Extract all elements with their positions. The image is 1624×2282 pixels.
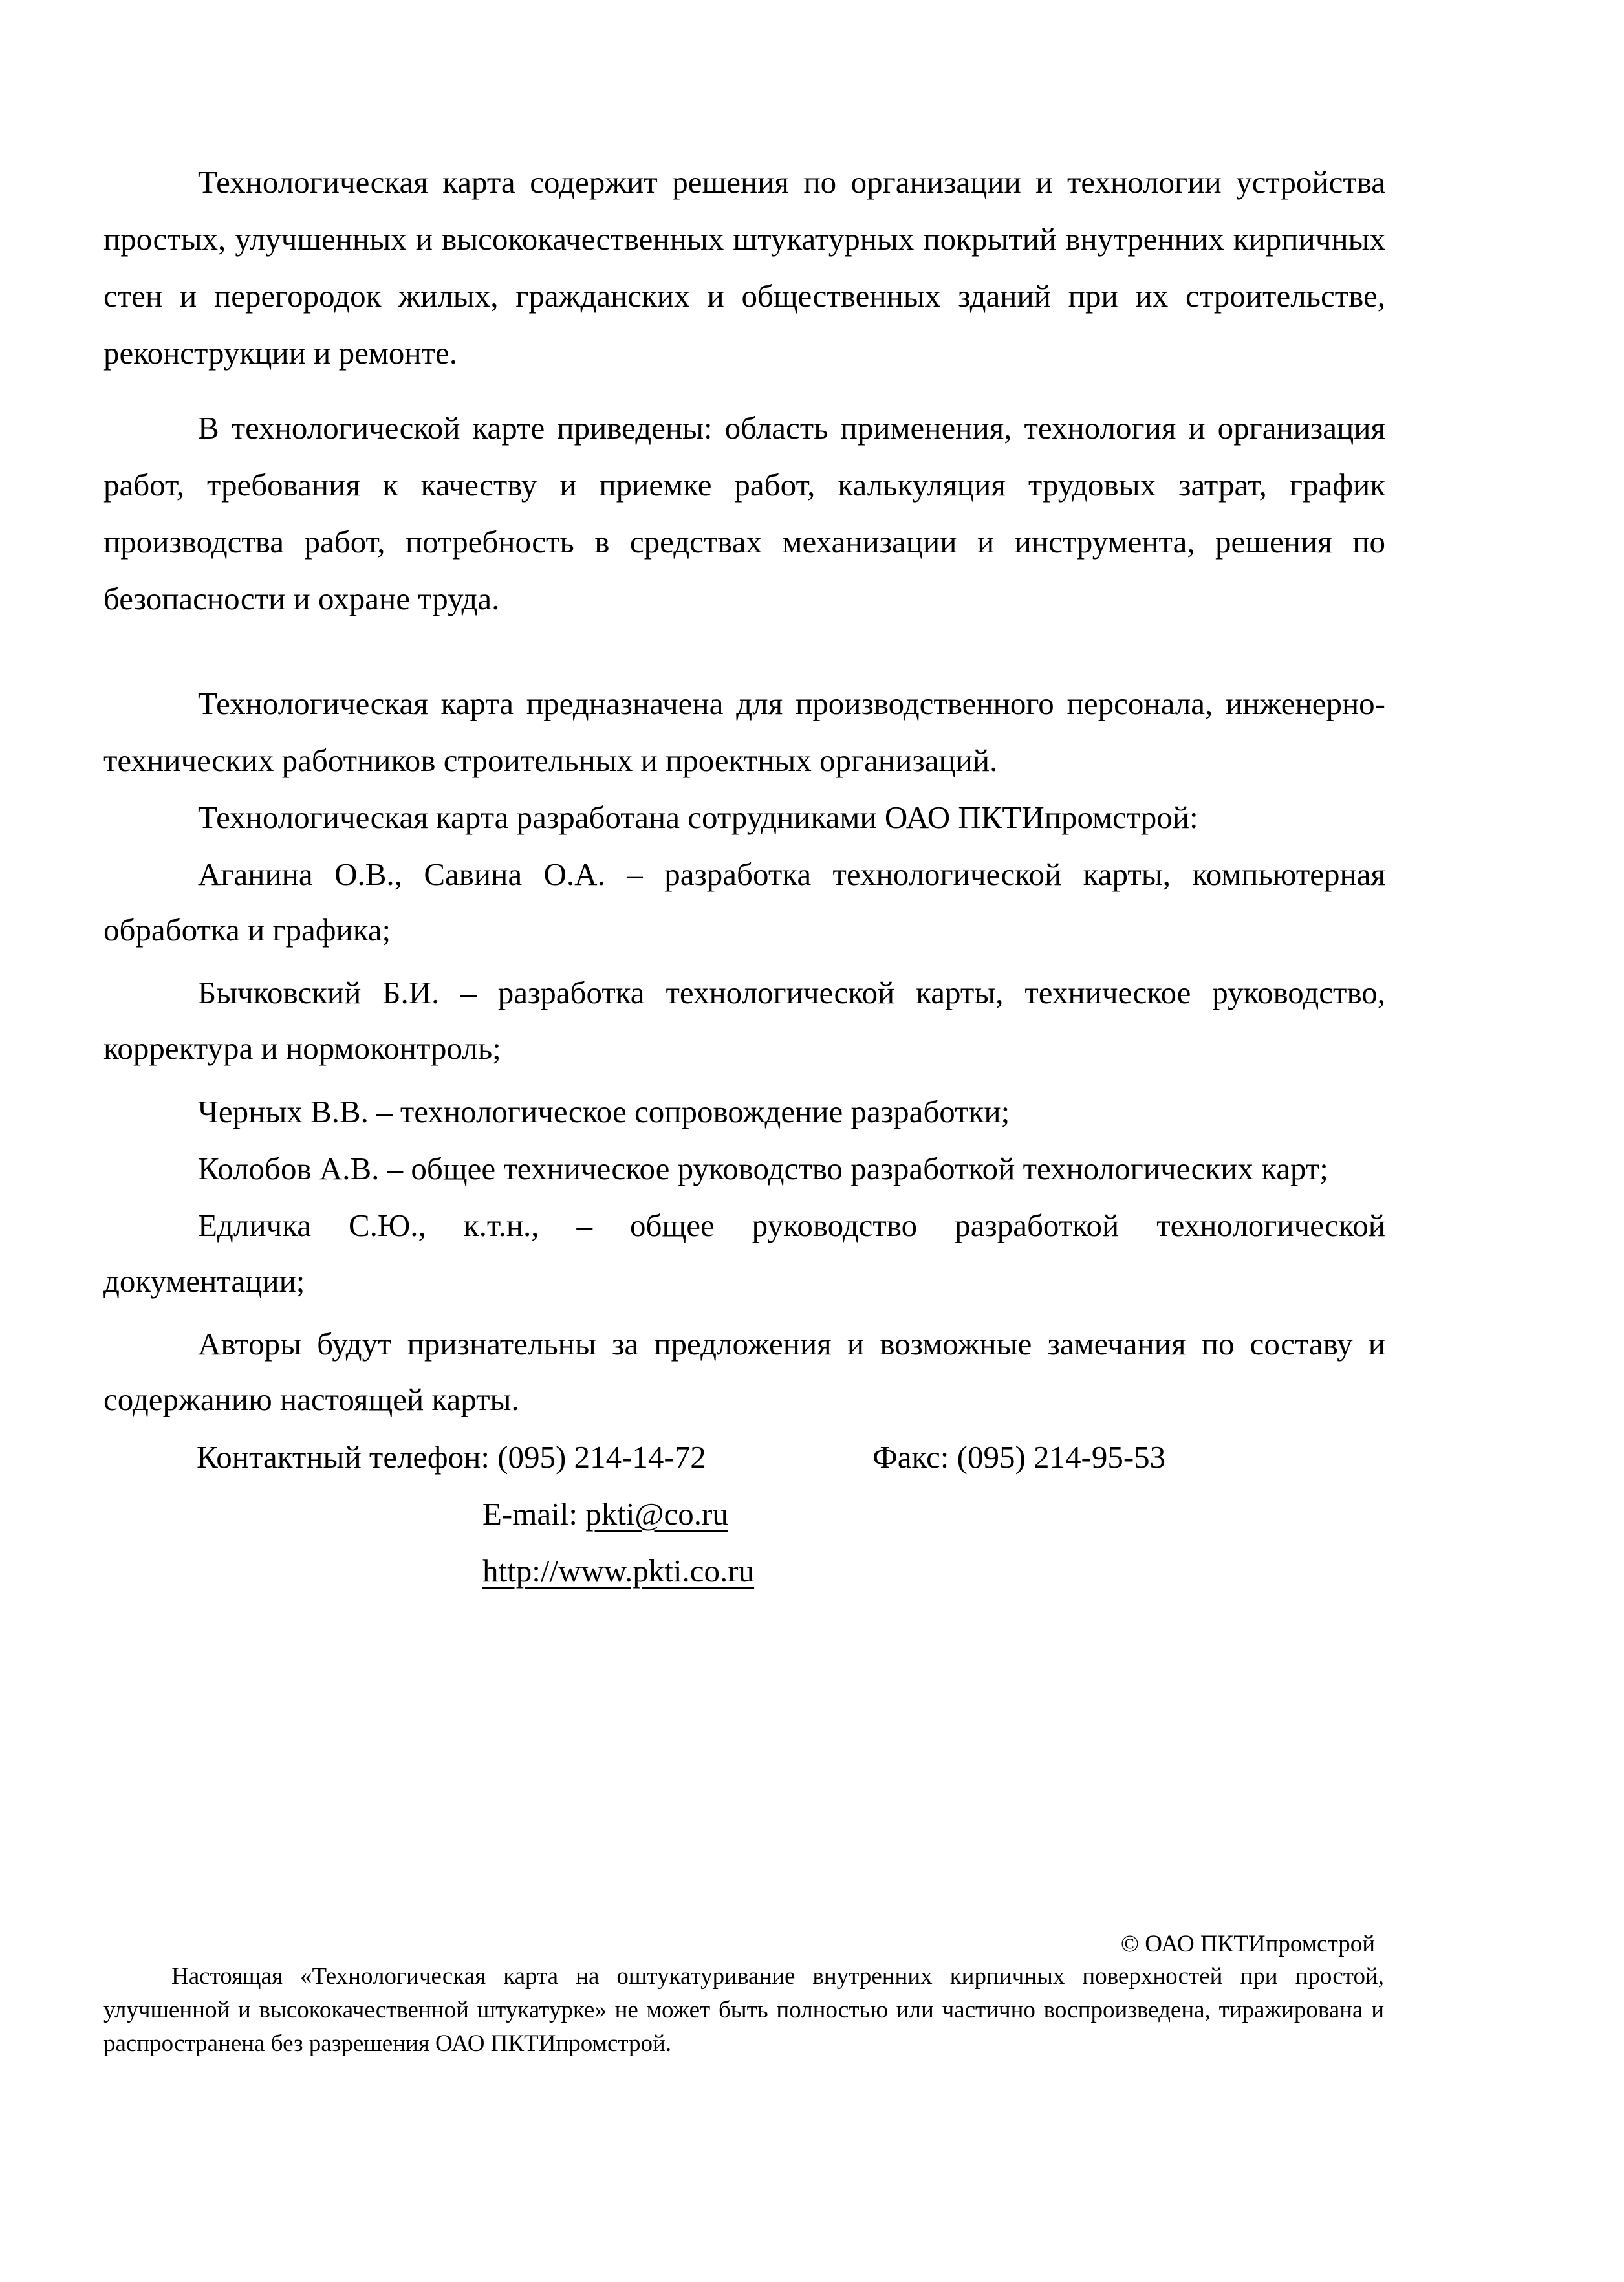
author-entry: Бычковский Б.И. – разработка технологической карты, техническое руководство, корректура и нормоконтроль; [103,975,1385,1066]
paragraph-audience: Технологическая карта предназначена для производственного персонала, инженерно-технических работников строительных и проектных организаций. [103,686,1385,778]
author-entry: Черных В.В. – технологическое сопровождение разработки; [198,1094,1010,1129]
contact-website [482,1543,754,1599]
paragraph-developers: Технологическая карта разработана сотрудниками ОАО ПКТИпромстрой: [198,799,1198,835]
paragraph-purpose: Технологическая карта содержит решения по организации и технологии устройства простых, улучшенных и высококачественных штукатурных покрытий внутренних кирпичных стен и перегородок жилых, гражданских и общественных зданий при их строительстве, реконструкции и ремонте. [103,164,1385,371]
author-entry: Аганина О.В., Савина О.А. – разработка технологической карты, компьютерная обработка и графика; [103,856,1385,948]
website-link[interactable]: http://www.pkti.co.ru [482,1553,755,1589]
contact-fax: Факс: (095) 214-95-53 [872,1439,1166,1475]
email-link[interactable]: pkti@co.ru [585,1496,728,1532]
author-entry: Колобов А.В. – общее техническое руководство разработкой технологических карт; [198,1151,1328,1186]
email-label: E-mail: [482,1496,586,1532]
contact-email [482,1486,728,1542]
contact-phone: Контактный телефон: (095) 214-14-72 [197,1439,706,1475]
author-entry: Едличка С.Ю., к.т.н., – общее руководство разработкой технологической документации; [103,1208,1385,1299]
paragraph-feedback: Авторы будут признательны за предложения и возможные замечания по составу и содержанию настоящей карты. [103,1326,1385,1417]
paragraph-contents: В технологической карте приведены: область применения, технология и организация работ, требования к качеству и приемке работ, калькуляция трудовых затрат, график производства работ, потребность в средствах механизации и инструмента, решения по безопасности и охране труда. [103,410,1385,616]
copyright-line: © ОАО ПКТИпромстрой [1120,1931,1375,1957]
copyright-notice: Настоящая «Технологическая карта на оштукатуривание внутренних кирпичных поверхностей при простой, улучшенной и высококачественной штукатурке» не может быть полностью или частично воспроизведена, тиражирована и распространена без разрешения ОАО ПКТИпромстрой. [103,1963,1384,2057]
